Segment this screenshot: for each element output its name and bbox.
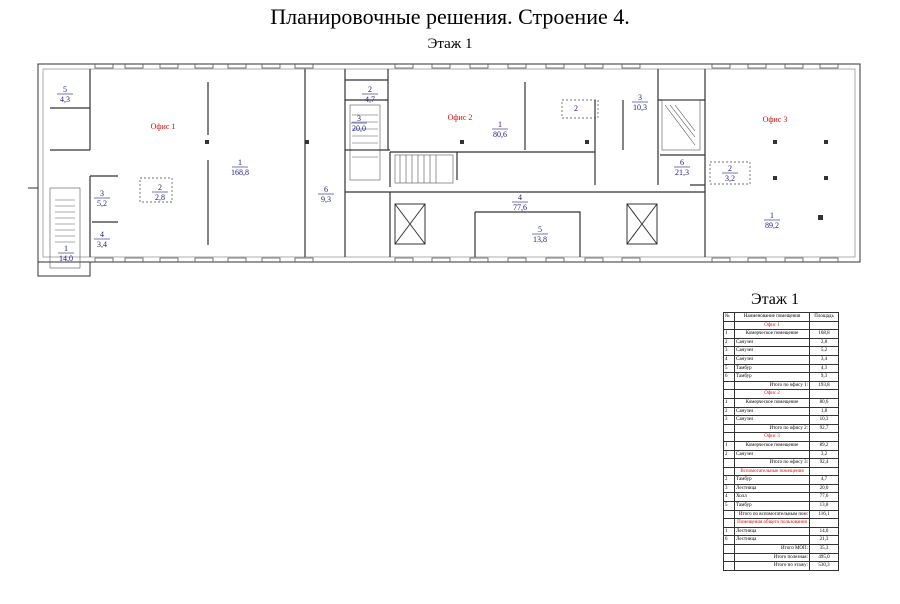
total-value: 92,4: [810, 459, 839, 468]
room-number-cell: 5: [724, 502, 735, 511]
room-number-cell: 1: [724, 527, 735, 536]
page-title: Планировочные решения. Строение 4.: [270, 4, 630, 29]
area-cell: 2,8: [810, 338, 839, 347]
table-total-row: [724, 545, 839, 554]
office-1-label: Офис 1: [150, 122, 176, 131]
table-row: [724, 330, 839, 339]
table-section-row: [724, 433, 839, 442]
section-title: Офис 3: [735, 433, 810, 442]
table-row: [724, 476, 839, 485]
table-row: [724, 527, 839, 536]
room-number: 6: [324, 185, 328, 194]
room-number: 4: [518, 193, 522, 202]
header-cell: №: [724, 313, 735, 322]
table-row: [724, 355, 839, 364]
area-cell: 89,2: [810, 441, 839, 450]
total-value: 116,1: [810, 510, 839, 519]
total-label: Итого по офису 1:: [735, 381, 810, 390]
room-area: 2,8: [155, 193, 165, 202]
room-number-cell: 4: [724, 355, 735, 364]
table-cell: [724, 433, 735, 442]
room-area: 3,2: [725, 174, 735, 183]
stairs: [50, 100, 700, 268]
total-value: 193,8: [810, 381, 839, 390]
room-name-cell: Санузел: [735, 416, 810, 425]
section-title: Вспомогательные помещения: [735, 467, 810, 476]
table-row: [724, 373, 839, 382]
table-cell: [810, 390, 839, 399]
room-name-cell: Лестница: [735, 527, 810, 536]
room-number-cell: 6: [724, 373, 735, 382]
room-number: 3: [100, 189, 104, 198]
interior-walls: [50, 69, 705, 257]
room-area: 4,7: [365, 95, 375, 104]
room-name-cell: Санузел: [735, 347, 810, 356]
table-cell: [724, 467, 735, 476]
office-2-label: Офис 2: [447, 113, 473, 122]
header-cell: Наименование помещения: [735, 313, 810, 322]
room-number: 1: [64, 244, 68, 253]
table-cell: [724, 424, 735, 433]
room-number: 6: [680, 158, 684, 167]
table-row: [724, 450, 839, 459]
room-area: 21,3: [675, 168, 689, 177]
section-title: Офис 2: [735, 390, 810, 399]
room-number-cell: 2: [724, 338, 735, 347]
area-cell: 168,8: [810, 330, 839, 339]
table-row: [724, 493, 839, 502]
outer-wall: [38, 64, 860, 262]
total-value: 530,3: [810, 562, 839, 571]
area-cell: 77,6: [810, 493, 839, 502]
room-number: 2: [728, 164, 732, 173]
table-row: [724, 502, 839, 511]
room-number: 4: [100, 230, 104, 239]
table-row: [724, 484, 839, 493]
room-name-cell: Санузел: [735, 355, 810, 364]
total-value: 92,7: [810, 424, 839, 433]
top-windows: [95, 64, 838, 262]
table-cell: [810, 519, 839, 528]
room-name-cell: Лестница: [735, 536, 810, 545]
table-cell: [724, 519, 735, 528]
room-area: 14,0: [59, 254, 73, 263]
room-area: 9,3: [321, 195, 331, 204]
room-area: 168,8: [231, 168, 249, 177]
room-name-cell: Санузел: [735, 338, 810, 347]
table-cell: [724, 321, 735, 330]
room-number-cell: 3: [724, 347, 735, 356]
room-number-cell: 5: [724, 364, 735, 373]
total-label: Итого по офису 2:: [735, 424, 810, 433]
room-number: 3: [638, 93, 642, 102]
room-area: 77,6: [513, 203, 527, 212]
room-name-cell: Тамбур: [735, 502, 810, 511]
room-area: 3,4: [97, 240, 107, 249]
total-label: Итого МОП:: [735, 545, 810, 554]
table-section-row: [724, 519, 839, 528]
table-row: [724, 347, 839, 356]
room-number-cell: 3: [724, 416, 735, 425]
total-value: 35,3: [810, 545, 839, 554]
table-cell: [810, 433, 839, 442]
room-name-cell: Холл: [735, 493, 810, 502]
table-row: [724, 407, 839, 416]
table-total-row: [724, 562, 839, 571]
table-row: [724, 416, 839, 425]
area-cell: 14,0: [810, 527, 839, 536]
table-total-row: [724, 381, 839, 390]
room-name-cell: Тамбур: [735, 364, 810, 373]
total-value: 495,0: [810, 553, 839, 562]
area-cell: 4,7: [810, 476, 839, 485]
table-section-row: [724, 390, 839, 399]
total-label: Итого по вспомогательным пом:: [735, 510, 810, 519]
table-cell: [810, 321, 839, 330]
area-cell: 10,3: [810, 416, 839, 425]
total-label: Итого по этажу:: [735, 562, 810, 571]
table-cell: [724, 390, 735, 399]
area-cell: 80,6: [810, 398, 839, 407]
total-label: Итого по офису 3:: [735, 459, 810, 468]
room-number: 3: [357, 114, 361, 123]
room-number-cell: 1: [724, 330, 735, 339]
table-total-row: [724, 459, 839, 468]
room-number-cell: 2: [724, 407, 735, 416]
room-number-cell: 1: [724, 398, 735, 407]
table-row: [724, 441, 839, 450]
room-area: 5,2: [97, 199, 107, 208]
room-area: 4,3: [60, 95, 70, 104]
table-cell: [724, 381, 735, 390]
room-number-cell: 2: [724, 476, 735, 485]
room-number: 2: [368, 85, 372, 94]
table-total-row: [724, 553, 839, 562]
room-area: 80,6: [493, 130, 507, 139]
area-cell: 13,8: [810, 502, 839, 511]
table-cell: [724, 545, 735, 554]
table-row: [724, 338, 839, 347]
area-cell: 3,4: [810, 355, 839, 364]
room-name-cell: Санузел: [735, 450, 810, 459]
total-label: Итого полезная:: [735, 553, 810, 562]
room-area: 89,2: [765, 221, 779, 230]
table-row: [724, 536, 839, 545]
room-name-cell: Комерческое помещение: [735, 441, 810, 450]
table-row: [724, 364, 839, 373]
area-cell: 4,3: [810, 364, 839, 373]
table-section-row: [724, 467, 839, 476]
section-title: Помещения общего пользования: [735, 519, 810, 528]
room-number: 1: [238, 158, 242, 167]
room-area: 20,0: [352, 124, 366, 133]
area-cell: 9,3: [810, 373, 839, 382]
room-name-cell: Тамбур: [735, 476, 810, 485]
room-number: 2: [574, 104, 578, 113]
area-cell: 1,8: [810, 407, 839, 416]
room-number-cell: 1: [724, 441, 735, 450]
room-number: 5: [538, 225, 542, 234]
room-number: 1: [770, 211, 774, 220]
room-area: 10,3: [633, 103, 647, 112]
room-name-cell: Комерческое помещение: [735, 330, 810, 339]
table-cell: [724, 510, 735, 519]
table-title: Этаж 1: [751, 291, 799, 308]
table-cell: [724, 562, 735, 571]
room-number-cell: 4: [724, 493, 735, 502]
area-cell: 5,2: [810, 347, 839, 356]
room-name-cell: Тамбур: [735, 373, 810, 382]
area-table: [723, 312, 839, 571]
room-number: 1: [498, 120, 502, 129]
area-cell: 3,2: [810, 450, 839, 459]
room-number-cell: 6: [724, 536, 735, 545]
table-row: [724, 398, 839, 407]
table-cell: [810, 467, 839, 476]
area-cell: 21,3: [810, 536, 839, 545]
floor-label: Этаж 1: [427, 36, 473, 52]
section-title: Офис 1: [735, 321, 810, 330]
room-number: 2: [158, 183, 162, 192]
room-number-cell: 2: [724, 450, 735, 459]
table-cell: [724, 459, 735, 468]
room-number-cell: 3: [724, 484, 735, 493]
header-cell: Площадь: [810, 313, 839, 322]
table-cell: [724, 553, 735, 562]
room-name-cell: Лестница: [735, 484, 810, 493]
table-total-row: [724, 424, 839, 433]
room-area: 13,8: [533, 235, 547, 244]
table-total-row: [724, 510, 839, 519]
table-header-row: [724, 313, 839, 322]
room-name-cell: Комерческое помещение: [735, 398, 810, 407]
area-cell: 20,0: [810, 484, 839, 493]
table-section-row: [724, 321, 839, 330]
office-3-label: Офис 3: [762, 115, 788, 124]
room-name-cell: Санузел: [735, 407, 810, 416]
room-number: 5: [63, 85, 67, 94]
